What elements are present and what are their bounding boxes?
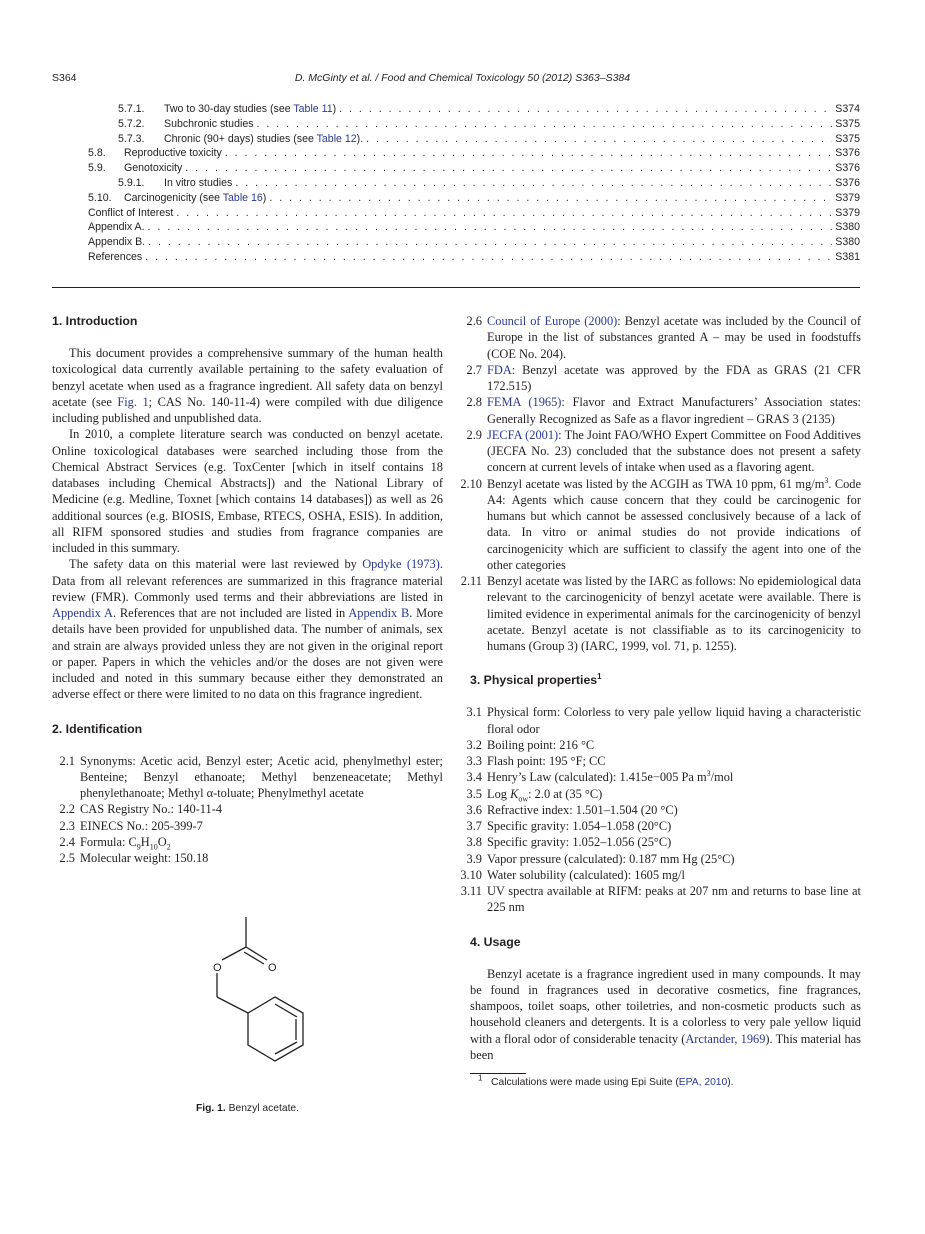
toc-leader-dots bbox=[366, 132, 832, 147]
toc-leader-dots bbox=[185, 161, 832, 176]
page-number: S364 bbox=[52, 72, 77, 84]
section-heading: 4. Usage bbox=[470, 934, 521, 949]
text-run: H bbox=[140, 834, 150, 849]
section-usage bbox=[470, 934, 861, 1064]
text-run: : Benzyl acetate was approved by the FDA as GRAS (21 CFR 172.515) bbox=[487, 362, 861, 393]
text-run: Genotoxicity bbox=[124, 162, 183, 175]
paragraph bbox=[52, 345, 443, 426]
superscript: 3 bbox=[824, 475, 829, 485]
text-run: In 2010, a complete literature search was conducted on benzyl acetate. Online toxicological databases were searched including those from the Chemical Abstract Services (e.g. ToxCenter [which in itself contains 18 databases including Chemical Abstracts]) and the National Library of Medicine (e.g. Medline, Toxnet [which contains 14 databases]) as well as 26 additional sources (e.g. BIOSIS, Embase, RTECS, OSHA, ESIS). In addition, all RIFM sponsored studies and studies from fragrance companies are included in this summary. bbox=[52, 427, 443, 555]
item-number: 2.7 bbox=[466, 362, 482, 377]
text-run: Flash point: 195 °F; CC bbox=[487, 754, 606, 768]
reference-link[interactable]: Table 16 bbox=[222, 191, 263, 204]
figure-label: Fig. 1. bbox=[195, 1103, 226, 1115]
text-run: EINECS No.: 205-399-7 bbox=[80, 818, 203, 833]
text-run: ; CAS No. 140-11-4) were compiled with due diligence including published and unpublished data. bbox=[52, 394, 444, 425]
item-number: 3.5 bbox=[466, 786, 482, 801]
toc-entry[interactable] bbox=[88, 250, 860, 265]
item-number: 3.8 bbox=[466, 835, 482, 850]
item-text bbox=[487, 476, 861, 574]
toc-page: S376 bbox=[835, 162, 860, 175]
text-run: Calculations were made using Epi Suite ( bbox=[491, 1077, 679, 1088]
toc-leader-dots bbox=[257, 117, 833, 132]
reference-link[interactable]: Appendix A bbox=[52, 606, 113, 620]
toc-leader-dots bbox=[145, 250, 832, 265]
regulatory-list bbox=[460, 313, 862, 654]
italic-text: K bbox=[510, 786, 519, 801]
item-text bbox=[80, 801, 443, 817]
paragraph bbox=[470, 966, 861, 1064]
toc-entry[interactable] bbox=[88, 235, 860, 250]
text-run: Physical form: Colorless to very pale yellow liquid having a characteristic floral odor bbox=[487, 705, 861, 736]
item-text bbox=[487, 573, 861, 654]
text-run: : Benzyl acetate was included by the Council of Europe in the list of substances granted A – may be used in foodstuffs (COE No. 204). bbox=[487, 314, 861, 361]
subscript: 10 bbox=[149, 842, 158, 852]
toc-title bbox=[88, 235, 145, 250]
oxygen-label: O bbox=[213, 962, 222, 975]
table-of-contents bbox=[88, 102, 860, 265]
subscript: 9 bbox=[136, 842, 141, 852]
list-item bbox=[455, 786, 861, 802]
text-run: Henry’s Law (calculated): 1.415e−005 Pa m bbox=[487, 770, 707, 785]
numbered-list bbox=[48, 753, 443, 867]
list-item bbox=[455, 573, 861, 654]
text-run: ) bbox=[332, 103, 337, 115]
text-run: : The Joint FAO/WHO Expert Committee on Food Additives (JECFA No. 23) concluded that the substance does not present a safety concern at current levels of intake when used as a flavoring agent. bbox=[487, 427, 862, 475]
text-run: . More details have been provided for unpublished data. The number of animals, sex and strain are always provided unless they are not given in the original report or paper. Papers in which the vehicles and/or the doses are not given were included and noted in this summary because either they demonstrated an adverse effect or there were limited to no data on this fragrance ingredient. bbox=[52, 606, 444, 702]
text-run: ) bbox=[262, 191, 267, 204]
reference-link[interactable]: Fig. 1 bbox=[117, 394, 149, 409]
text-run: Carcinogenicity (see bbox=[124, 191, 223, 204]
numbered-list bbox=[455, 704, 861, 915]
item-text bbox=[487, 427, 861, 476]
section-heading bbox=[470, 672, 861, 688]
toc-number: 5.9.1. bbox=[118, 176, 145, 189]
text-run: Refractive index: 1.501–1.504 (20 °C) bbox=[487, 802, 678, 817]
toc-leader-dots bbox=[235, 176, 832, 191]
paragraphs bbox=[470, 966, 861, 1064]
toc-entry[interactable] bbox=[88, 117, 860, 132]
item-text bbox=[80, 818, 443, 834]
item-number: 2.11 bbox=[460, 574, 482, 588]
toc-page: S374 bbox=[835, 103, 860, 115]
toc-title bbox=[164, 102, 336, 117]
toc-number: 5.7.2. bbox=[118, 117, 145, 130]
toc-page: S376 bbox=[835, 176, 860, 189]
toc-page: S376 bbox=[835, 147, 860, 160]
text-run: Formula: C bbox=[80, 834, 137, 849]
toc-leader-dots bbox=[148, 235, 832, 250]
toc-entry[interactable] bbox=[88, 146, 860, 161]
toc-leader-dots bbox=[339, 102, 832, 117]
reference-link[interactable]: EPA, 2010 bbox=[678, 1077, 728, 1088]
text-run: : 2.0 at (35 °C) bbox=[528, 786, 603, 801]
item-text bbox=[487, 704, 861, 737]
heading-text: 3. Physical properties bbox=[470, 673, 598, 688]
reference-link[interactable]: Council of Europe (2000) bbox=[487, 314, 618, 328]
reference-link[interactable]: Appendix B bbox=[348, 606, 410, 620]
text-run: The safety data on this material were last reviewed by bbox=[69, 557, 363, 572]
text-run: /mol bbox=[710, 770, 734, 785]
toc-entry[interactable] bbox=[88, 102, 860, 117]
running-header: D. McGinty et al. / Food and Chemical Toxicology 50 (2012) S363–S384 bbox=[294, 72, 631, 84]
item-text bbox=[487, 802, 861, 818]
item-text bbox=[80, 753, 443, 802]
section-introduction bbox=[52, 313, 443, 703]
list-item bbox=[48, 801, 443, 817]
list-item bbox=[48, 834, 443, 850]
item-number: 3.2 bbox=[466, 737, 482, 752]
text-run: Benzyl acetate was listed by the ACGIH as TWA 10 ppm, 61 mg/m bbox=[487, 476, 825, 491]
toc-title bbox=[164, 176, 232, 191]
text-run: Two to 30-day studies (see bbox=[164, 103, 294, 115]
figure-caption-text: Benzyl acetate. bbox=[228, 1103, 300, 1115]
list-item bbox=[455, 476, 861, 574]
toc-number: 5.7.3. bbox=[118, 132, 145, 145]
item-number: 2.6 bbox=[466, 314, 482, 328]
toc-page: S381 bbox=[835, 250, 860, 263]
toc-page: S379 bbox=[835, 206, 860, 219]
footnote bbox=[478, 1073, 861, 1089]
item-number: 2.10 bbox=[460, 476, 482, 491]
toc-title bbox=[124, 161, 182, 176]
text-run: Synonyms: Acetic acid, Benzyl ester; Acetic acid, phenylmethyl ester; Benteine; Benzyl ethanoate; Methyl benzeneacetate; Methyl phenylethanoate; Methyl α-toluate; Phenylmethyl acetate bbox=[80, 753, 443, 800]
list-item bbox=[455, 427, 861, 476]
toc-page: S380 bbox=[835, 221, 860, 234]
list-item bbox=[455, 769, 861, 785]
toc-title bbox=[164, 132, 363, 147]
item-text bbox=[487, 851, 861, 867]
toc-page: S379 bbox=[835, 191, 860, 204]
text-run: Appendix B. bbox=[88, 236, 146, 249]
item-text bbox=[487, 362, 861, 395]
toc-leader-dots bbox=[225, 146, 833, 161]
item-number: 3.3 bbox=[466, 754, 482, 768]
item-number: 3.1 bbox=[466, 705, 482, 720]
text-run: This document provides a comprehensive summary of the human health toxicological data currently available pertaining to the safety evaluation of benzyl acetate when used as a fragrance ingredient. All safety data on benzyl acetate (see bbox=[52, 346, 443, 409]
toc-leader-dots bbox=[148, 220, 833, 235]
text-run: CAS Registry No.: 140-11-4 bbox=[80, 802, 223, 817]
text-run: ). This material has been bbox=[470, 1031, 861, 1062]
toc-entry[interactable] bbox=[88, 176, 860, 191]
toc-title bbox=[88, 250, 142, 265]
figure-caption bbox=[52, 1102, 443, 1115]
item-text bbox=[80, 834, 443, 850]
text-run: . Code A4: Agents which cause concern that they could be carcinogenic for humans but which cannot be assessed conclusively because of a lack of data. In vitro or animal studies do not provide indications of carcinogenicity which are sufficient to classify the agent into one of the other categories bbox=[487, 476, 861, 572]
numbered-list bbox=[455, 313, 861, 654]
footnote-text bbox=[491, 1077, 734, 1088]
list-item bbox=[455, 883, 861, 916]
item-text bbox=[487, 867, 861, 883]
toc-page: S380 bbox=[835, 236, 860, 249]
item-number: 2.5 bbox=[59, 851, 75, 865]
paragraphs bbox=[52, 345, 443, 703]
toc-leader-dots bbox=[176, 206, 832, 221]
item-text bbox=[487, 883, 861, 916]
list-item bbox=[48, 818, 443, 834]
item-text bbox=[487, 394, 861, 427]
text-run: Boiling point: 216 °C bbox=[487, 737, 595, 752]
text-run: UV spectra available at RIFM: peaks at 207 nm and returns to base line at 225 nm bbox=[487, 884, 861, 915]
toc-title bbox=[124, 146, 222, 161]
toc-number: 5.7.1. bbox=[118, 103, 145, 115]
toc-entry[interactable] bbox=[88, 206, 860, 221]
item-number: 2.4 bbox=[59, 834, 75, 849]
text-run: Molecular weight: 150.18 bbox=[80, 851, 209, 865]
figure-1 bbox=[52, 884, 443, 1124]
reference-link[interactable]: JECFA (2001) bbox=[487, 427, 559, 442]
toc-title bbox=[164, 117, 254, 132]
section-identification bbox=[52, 721, 443, 867]
text-run: : Flavor and Extract Manufacturers’ Association states: Generally Recognized as Safe as a flavor ingredient – GRAS 3 (2135) bbox=[487, 395, 861, 426]
toc-entry[interactable] bbox=[88, 161, 860, 176]
section-heading: 2. Identification bbox=[52, 721, 143, 736]
superscript: 3 bbox=[706, 769, 711, 779]
list-item bbox=[48, 753, 443, 802]
toc-title bbox=[88, 220, 145, 235]
item-number: 3.4 bbox=[466, 770, 482, 785]
text-run: ). bbox=[727, 1077, 734, 1088]
toc-page: S375 bbox=[835, 117, 860, 130]
list-item bbox=[455, 704, 861, 737]
item-number: 3.11 bbox=[460, 884, 482, 898]
reference-link[interactable]: FDA bbox=[487, 362, 512, 377]
item-text bbox=[487, 753, 861, 769]
item-text bbox=[487, 313, 861, 362]
list-item bbox=[455, 313, 861, 362]
list-item bbox=[455, 851, 861, 867]
text-run: . References that are not included are listed in bbox=[112, 606, 349, 620]
text-run: Reproductive toxicity bbox=[124, 147, 222, 160]
text-run: Subchronic studies bbox=[164, 117, 254, 130]
subscript: ow bbox=[518, 793, 529, 803]
item-text bbox=[487, 818, 861, 834]
text-run: . Data from all relevant references are summarized in this fragrance material review (FMR). Commonly used terms and their abbreviations are listed in bbox=[52, 557, 443, 604]
reference-link[interactable]: FEMA (1965) bbox=[487, 395, 562, 410]
text-run: Appendix A. bbox=[88, 221, 145, 234]
text-run: ). bbox=[356, 132, 364, 145]
item-number: 2.3 bbox=[59, 818, 75, 833]
reference-link[interactable]: Table 11 bbox=[293, 103, 333, 115]
footnote-mark: 1 bbox=[478, 1073, 483, 1083]
toc-entry[interactable] bbox=[88, 191, 860, 206]
list-item bbox=[455, 737, 861, 753]
oxygen-label: O bbox=[268, 962, 277, 975]
text-run: Specific gravity: 1.052–1.056 (25°C) bbox=[487, 835, 672, 850]
reference-link[interactable]: Table 12 bbox=[316, 132, 357, 145]
item-number: 2.2 bbox=[59, 802, 75, 817]
item-number: 2.8 bbox=[466, 395, 482, 410]
toc-number: 5.8. bbox=[88, 147, 106, 160]
item-number: 2.9 bbox=[466, 427, 482, 442]
item-number: 3.9 bbox=[466, 851, 482, 866]
item-number: 3.6 bbox=[466, 802, 482, 817]
paragraph bbox=[52, 556, 443, 702]
list-item bbox=[48, 850, 443, 866]
item-text bbox=[487, 769, 861, 785]
list-item bbox=[455, 753, 861, 769]
item-number: 2.1 bbox=[59, 753, 75, 768]
section-divider bbox=[52, 287, 860, 288]
item-text bbox=[487, 834, 861, 850]
toc-number: 5.10. bbox=[88, 191, 112, 204]
toc-entry[interactable] bbox=[88, 220, 860, 235]
text-run: Specific gravity: 1.054–1.058 (20°C) bbox=[487, 819, 672, 833]
text-run: In vitro studies bbox=[164, 176, 233, 189]
toc-title bbox=[88, 206, 173, 221]
paragraph bbox=[52, 426, 443, 556]
text-run: O bbox=[157, 834, 167, 849]
item-number: 3.7 bbox=[466, 819, 482, 833]
section-physical-properties bbox=[460, 672, 861, 915]
list-item bbox=[455, 394, 861, 427]
right-column bbox=[460, 313, 862, 1089]
item-text bbox=[487, 737, 861, 753]
text-run: Log bbox=[487, 786, 511, 801]
left-column bbox=[52, 313, 443, 1124]
benzyl-acetate-structure bbox=[192, 884, 312, 1084]
footnote-mark[interactable]: 1 bbox=[597, 672, 602, 682]
text-run: Conflict of Interest bbox=[88, 206, 174, 219]
text-run: Water solubility (calculated): 1605 mg/l bbox=[487, 867, 685, 882]
toc-leader-dots bbox=[269, 191, 832, 206]
subscript: 2 bbox=[166, 842, 171, 852]
text-run: References bbox=[88, 250, 143, 263]
list-item bbox=[455, 362, 861, 395]
toc-page: S375 bbox=[835, 132, 860, 145]
list-item bbox=[455, 867, 861, 883]
text-run: Benzyl acetate was listed by the IARC as follows: No epidemiological data relevant to the carcinogenicity of benzyl acetate were available. There is limited evidence in experimental animals for the carcinogenicity of benzyl acetate. Benzyl acetate is not classifiable as to its carcinogenicity to humans (Group 3) (IARC, 1999, vol. 71, p. 1255). bbox=[487, 574, 861, 653]
reference-link[interactable]: Opdyke (1973) bbox=[362, 557, 440, 572]
section-heading: 1. Introduction bbox=[52, 314, 138, 328]
item-number: 3.10 bbox=[460, 867, 482, 882]
toc-title bbox=[124, 191, 266, 206]
text-run: Benzyl acetate is a fragrance ingredient used in many compounds. It may be found in fragrances used in decorative cosmetics, fine fragrances, shampoos, toilet soaps, other toiletries, and non-cosmetic products such as household cleaners and detergents. It is a colorless to very pale yellow liquid with a floral odor of considerable tenacity ( bbox=[470, 966, 861, 1046]
text-run: Chronic (90+ days) studies (see bbox=[164, 132, 317, 145]
text-run: Vapor pressure (calculated): 0.187 mm Hg (25°C) bbox=[487, 851, 735, 866]
list-item bbox=[455, 818, 861, 834]
list-item bbox=[455, 834, 861, 850]
toc-number: 5.9. bbox=[88, 162, 106, 175]
toc-entry[interactable] bbox=[88, 132, 860, 147]
list-item bbox=[455, 802, 861, 818]
item-text bbox=[80, 850, 443, 866]
reference-link[interactable]: Arctander, 1969 bbox=[685, 1031, 766, 1046]
item-text bbox=[487, 786, 861, 802]
